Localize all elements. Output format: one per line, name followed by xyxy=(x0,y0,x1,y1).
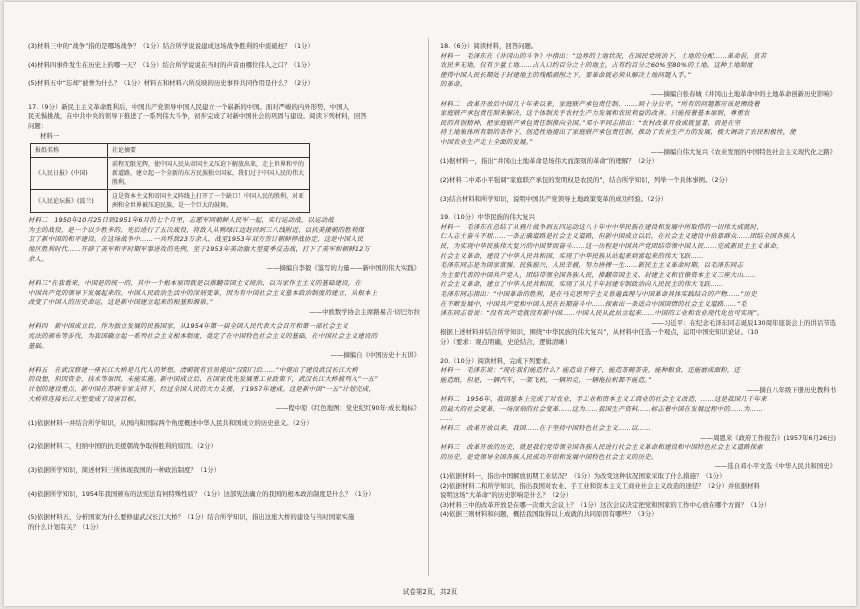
material-3-line: 材料三“在我看来，中国是的统一的，其中一个根本原因就是以推翻帝国主义统治、以当家作主主义的基础建设，在 xyxy=(28,278,362,287)
q20-heading: 20.（10分）阅读材料，完成下列要求。 xyxy=(440,356,555,365)
q20-material-2-line: 材料二 1956年，我国基本上完成了对农业、手工业和资本主义工商业的社会主义改造，……这是我国几千年来 xyxy=(440,395,767,404)
q18-material-1-line: 使得中国人民长期处于封建地主的残酷剥削之下，要革命就必须从解决土地问题入手。” xyxy=(440,70,691,79)
q18-sub-1: (1)据材料一，指出“井冈山土地革命是场伟大而深刻的革命”的理解？（2分） xyxy=(440,157,658,166)
q19-question-cont: 分）（要求：观点明确，史论结合，逻辑清晰） xyxy=(440,338,572,347)
q19-material-2-line: 在不断发展中，中国共产党和中国人民在长期奋斗中……探索出一条适合中国国情的社会主义道路……“毛 xyxy=(440,299,747,308)
q17-intro-line: 17.（9分）新民主主义革命胜利后，中国共产党领导中国人民建立一个崭新的中国。面对严峻的内外形势，中国人 xyxy=(28,102,349,111)
q17-sub-4: (4)依据所学知识，1954年我国颁布的法宪法有何特殊性质？（1分）这部宪法确立的我国的根本政治制度是什么？（1分） xyxy=(28,489,375,498)
q19-material-1-line: 社会主义革命，建设了中华人民共和国，实现了中华民族从站起来到富起来的伟大飞跃…… xyxy=(440,251,704,260)
table-cell: 前程无限光辉，使中国人民从帝国主义压迫下解放出来，走上世界和平的新道路，建立起一个全新的东方民族独立国家，我们过于中国人民的伟大胜利。 xyxy=(108,158,310,190)
q20-material-1-line: 材料一 毛泽东说：“现在我们能造什么？能造桌子椅子，能造茶碗茶壶，能种粮食，还能磨成面粉，还 xyxy=(440,366,741,375)
q20-material-3-line: 材料三 改革开放的历史，就是我们党带领全国各族人民进行社会主义革命和建设和中国特色社会主义道路探索 xyxy=(440,443,763,452)
q18-material-1-source: ——摘编自张春城《井冈山土地革命中的土地革命创新历史影响》 xyxy=(650,90,836,99)
q19-heading: 19.（10分）中华民族的伟大复兴 xyxy=(440,213,535,222)
table-cell: 这是资本主义和帝国主义阵线上打开了一个缺口！中国人民的胜利，对亚洲和全世界被压迫民族，是一个巨大的鼓舞。 xyxy=(108,190,310,213)
q18-material-1-line: 农民多无地，仅有少量土地……占人口约百分之十的地主，占有约百分之60%至80%的土地。这种土地制度 xyxy=(440,61,754,70)
right-column xyxy=(440,42,836,520)
q18-heading: 18.（6分）阅读材料，回答问题。 xyxy=(440,42,538,50)
column-divider xyxy=(428,38,429,576)
material-4-line: 材料四 新中国成立后，作为独立发展的民族国家，从1954年第一届全国人民代表大会召开和第一部社会主义 xyxy=(28,322,349,331)
q18-sub-2: (2)材料二中邓小平强调“家庭联产承包的发明权是农民的”，结合所学知识，列举一个具体事例。（2分） xyxy=(440,175,732,184)
table-row xyxy=(31,158,310,190)
material-2-source: ——摘编自李毅《鉴写的力量——新中国的伟大实践》 xyxy=(266,264,420,273)
q18-material-2-line: 持土地集体所有制的条件下，创造性地提出了家庭联产承包责任制，推动了农业生产力的发展，极大调动了农民积极性，使 xyxy=(440,128,796,137)
material-2-line: 材料二 1950年10月25日到1951年6月的七个月里，志愿军同朝鲜人民军一起，实行运动战，以运动战 xyxy=(28,216,334,225)
q17-sub-2: (2)依据材料二，归纳中国的抗美援朝战争取得胜利的原因。（2分） xyxy=(28,442,217,451)
material-3-line: 改变了中国人的历史命运，这是新中国建立起来的根基和源泉。” xyxy=(28,298,213,307)
table-cell: 《人民日报》(中国) xyxy=(31,158,108,190)
q20-material-1-source: ——摘自八年级下册历史教科书 xyxy=(746,385,836,394)
table-header-cell: 报纸名称 xyxy=(31,144,108,158)
material-2-line: 余人。 xyxy=(28,254,48,263)
left-column xyxy=(28,42,420,533)
q20-sub-2: (2)依据材料二和所学知识，指出我国对农业、手工业和资本主义工商业社会主义改造的途径？（2分）并依据材料 xyxy=(440,481,760,490)
q20-sub-1: (1)依据材料一，指出中国解放初期工业状况？（1分）为改变这种状况国家采取了什么措施？（1分） xyxy=(440,471,726,480)
q19-material-2-line: 毛泽东同志指出：“中国革命的胜利，是在马克思列宁主义普遍真理与中国革命具体实践结合的产物……“历史 xyxy=(440,290,757,299)
q16-sub-3: (3)材料三中的“战争”指的是哪场战争？（1分）结合所学说说建成这场战争胜利的中流砥柱？（1分） xyxy=(28,42,314,50)
material-1-label: 材料一 xyxy=(40,131,60,140)
material-2-line: 为主的战役，是一个以少胜多的，先后进行了五次战役，将敌人从鸭绿江边赶回到三八线附近，以抗美援朝的胜利保 xyxy=(28,225,365,234)
q19-material-1-line: 民，为实现中华民族伟大复兴的中国梦而奋斗……这一历程是中国共产党团结带领中国人民……完成新民主主义革命， xyxy=(440,241,783,250)
q16-sub-5: (5)材料五中“忘却”被誉为什么？（1分）材料五和材料六所反映的历史事件共同作用是什么？（2分） xyxy=(28,79,314,88)
q20-material-2-source: ——周恩来《政府工作报告》(1957年6月26日) xyxy=(700,433,836,442)
q18-material-2-line: 民的首创精神，把家庭联产承包责任制推向全国。”邓小平同志指出：“农村改革开放成就显著，而是在坚 xyxy=(440,118,741,127)
q19-material-1-line: 仁人志士奋斗不屈……一条正确道路是社会主义道路，但新中国成立以后，在社会主义建设中依靠群众……团结全国各族人 xyxy=(440,232,796,241)
material-4-line: 基础。 xyxy=(28,341,48,350)
q19-material-2-line: 泽东同志曾说：“没有共产党就没有新中国……中国人民从此站立起来……中国的工业和农业现代化也可实现”。 xyxy=(440,309,764,318)
material-2-line: 卫了新中国的和平建设。在这场战争中……一共歼敌23万余人，战至1953年双方签订朝鲜停战协定，这是中国人民 xyxy=(28,235,364,244)
q18-material-2-line: 中国农业生产走上全面的发展。” xyxy=(440,138,533,147)
q20-material-3-line: 的历史，是党领导全国各族人民成功开创和发展中国特色社会主义的历史。 xyxy=(440,452,658,461)
newspaper-table xyxy=(30,143,310,213)
table-header-row xyxy=(31,144,310,158)
material-5-line: 计划的建设重点，新中国在苏联专家支持下，经过全国人民的大力支援，于1957年建成。这是新中国“一五”计划完成， xyxy=(28,385,376,394)
q18-material-2-source: ——摘编自伟大复兴《农业发展的中国特色社会主义现代化之路》 xyxy=(650,147,836,156)
q19-source: ——习近平：在纪念毛泽东同志诞辰130周年座谈会上的讲话节选 xyxy=(651,318,836,327)
material-4-line: 宪法的颁布等步伐，为我国确立起一系列社会主义根本制度，奠定了在中国特色社会主义的基础，在中国社会主义建设的 xyxy=(28,331,378,340)
table-row xyxy=(31,190,310,213)
q20-material-2-line: 的最大的社会变革，一场深刻的社会变革……这为……我国生产资料……标志着中国在发展过程中的……为…… xyxy=(440,404,763,413)
q19-material-2-line: 社会主义革命，建立了中华人民共和国，实现了从几千年封建专制政治向人民民主的伟大飞跃…… xyxy=(440,280,724,289)
q16-sub-4: (4)材料四事件发生在历史上的哪一天？（1分）结合所学说说在当时的声音由哪位伟人之口？（1分） xyxy=(28,60,314,69)
q18-material-1-line: 的革命。 xyxy=(440,80,467,89)
q18-material-2-line: 材料二 改革开放后中国几十年来以来，家庭联产承包责任制、……到十分公平。“所有的问题都应该是围绕着 xyxy=(440,99,760,108)
material-5-line: 的设想，但因资金、技术等原因，未能实施。新中国成立后，在国家优先发展重工业政策下，武汉长江大桥被列入“一五” xyxy=(28,375,378,384)
q17-sub-3: (3)依据所学知识，简述材料三所体现我国的一种政治制度？（1分） xyxy=(28,466,221,475)
q19-material-1-line: 材料一 毛泽东在总结了从鸦片战争到五四运动这八十年中中华民族在建设和发展中所取得的一切伟大成就时， xyxy=(440,222,763,231)
q19-question: 根据上述材料并结合所学知识，围绕“中华民族的伟大复兴”，从材料中任选一个观点，运用中国史知识论证。（10 xyxy=(440,328,759,337)
material-4-source: ——摘编自《中国历史十五讲》 xyxy=(330,351,420,360)
q18-sub-3: (3)结合材料和所学知识，说明中国共产党领导土地政策变革的成功经验。（2分） xyxy=(440,194,668,203)
exam-sheet xyxy=(4,2,856,606)
q20-sub-4: (4)依据三则材料和问题，概括我国取得以上成就的共同原因有哪些？（3分） xyxy=(440,510,658,519)
q17-sub-5-cont: 的什么计划有关？（1分） xyxy=(28,522,103,531)
q18-material-2-line: 家庭联产承包责任制来解决，这个体制关乎农村生产力发展和农民利益的改善。只能按着基本原则，尊重农 xyxy=(440,109,750,118)
material-5-line: 材料五 在武汉修建一座长江大桥是几代人的梦想。清朝就有官员提出“汉阳门后……”中提出了建设武汉长江大桥 xyxy=(28,365,358,374)
q19-material-2-line: 毛泽东同志是为国家富强、民族振兴，人民幸福，努力拼搏一生……新民主主义革命时期，以毛泽东同志 xyxy=(440,261,744,270)
page-footer: 试卷第2页，共2页 xyxy=(402,588,458,596)
q20-material-2-line: 材料三 改革开放以来，我国……在于坚持中国特色社会主义……以…… xyxy=(440,423,651,432)
material-3-source: ——中欧数学协会主席路易吉·切巴尔拉 xyxy=(309,307,420,316)
material-2-line: 地区胜利时代……开辟了美军和平时期军事进攻的先例，至于1953年美动旗大型夏季反击战，打下了美军和朝鲜12万 xyxy=(28,245,370,254)
material-5-source: ——程中原《红色地图：党史纪红90年·成长地标》 xyxy=(275,404,420,413)
q17-sub-1: (1)依据材料一并结合所学知识，从国内和国际两个角度概述中华人民共和国成立的历史意义。（2分） xyxy=(28,418,313,427)
q20-sub-2-cont: 说明这场“大革命”的历史影响是什么？（2分） xyxy=(440,491,573,500)
material-5-line: 大桥将连接长江天堑变成了设害目标。 xyxy=(28,394,141,403)
table-header-cell: 社论摘要 xyxy=(108,144,310,158)
q18-material-1-line: 材料一 毛泽东在《井冈山的斗争》中指出：“边界的土地状况，在国民党统治下，土地的分配……革命前，贫苦 xyxy=(440,51,767,60)
table-cell: 《人民论坛报》(波兰) xyxy=(31,190,108,213)
q17-intro-line: 民无惧挑战，在中共中央的领导下推进了一系列伟大斗争，初步完成了对新中国社会的巩固与建设。阅读下列材料，回答 xyxy=(28,112,367,121)
q20-material-1-line: 能造纸，但是，一辆汽车，一架飞机，一辆坦克，一辆拖拉机都不能造。” xyxy=(440,375,652,384)
material-3-line: 中国共产党的领导下发展起来的。中国人民政治生活中的深刻变革，因为有中国社会主义基本政治制度的建立，从根本上 xyxy=(28,288,378,297)
q20-material-3-source: ——选自邓小平文选《中华人民共和国史》 xyxy=(714,462,836,471)
q20-material-2-line: …… xyxy=(440,414,454,423)
q20-sub-3: (3)材料三中的改革开放是在哪一次重大会议上？（1分）这次会议决定把党和国家的工作中心放在哪个方面？（1分） xyxy=(440,500,771,509)
q17-sub-5: (5)依据材料五，分析国家为什么要修建武汉长江大桥？（1分）结合所学知识，指出这座大桥的建设与当时国家实施 xyxy=(28,513,355,522)
q19-material-2-line: 为主要代表的中国共产党人，团结带领全国各族人民，推翻帝国主义、封建主义和官僚资本主义三座大山…… xyxy=(440,270,757,279)
q17-intro-line: 问题： xyxy=(28,122,48,131)
